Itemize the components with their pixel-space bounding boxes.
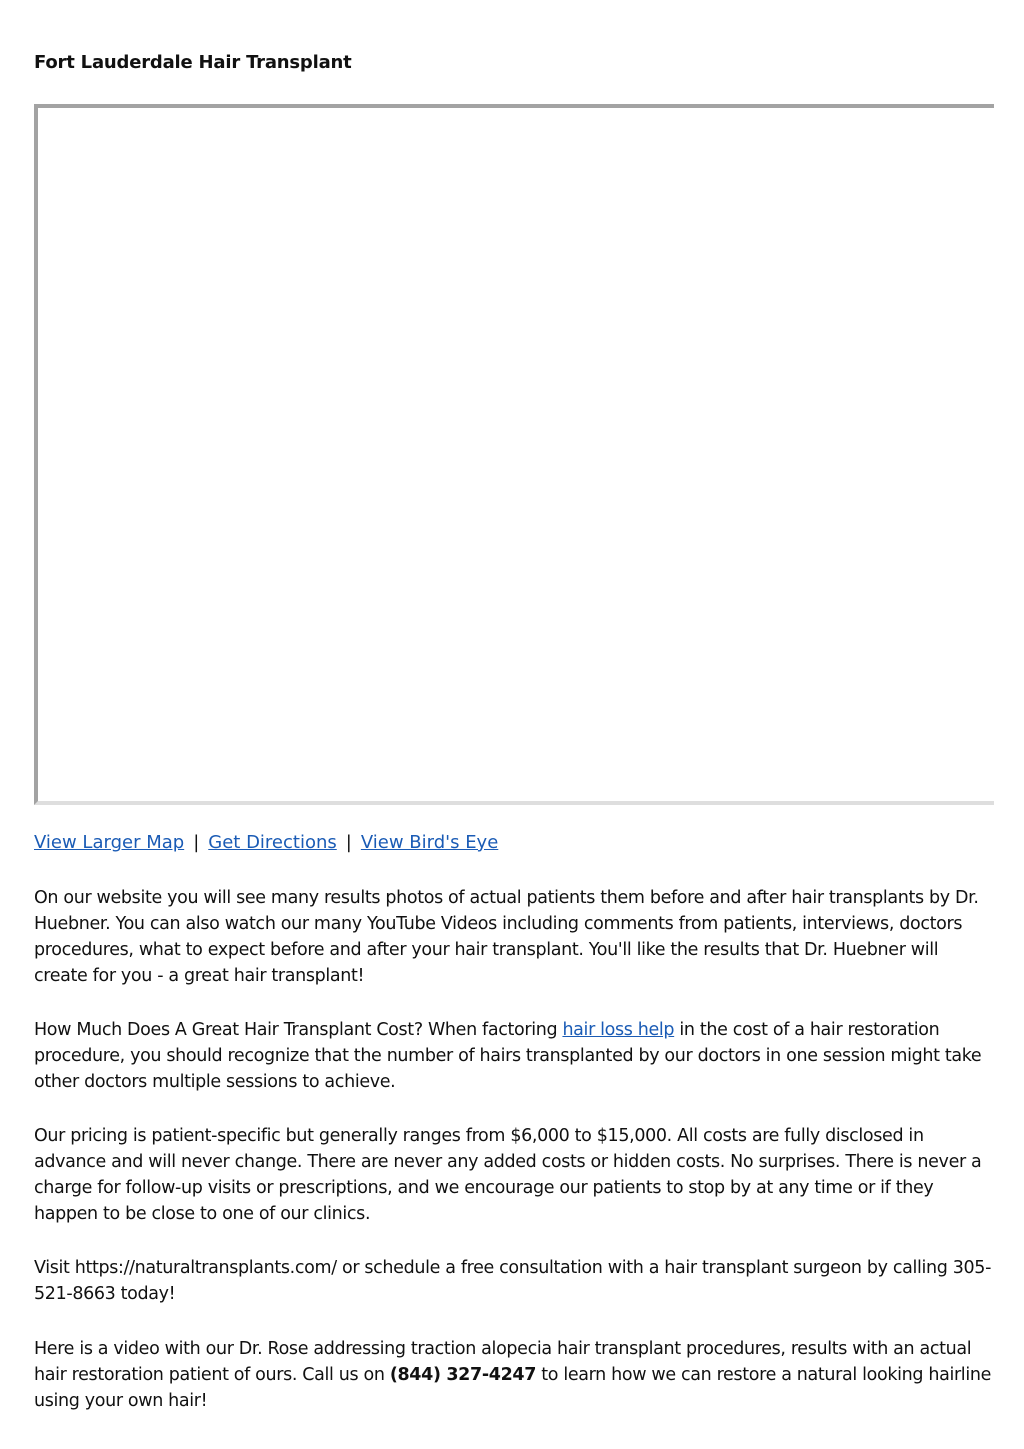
cost-text-end: in the cost of a hair restoration procedure, you should recognize that the number of hairs transplanted by our doctors in one session might take other doctors multiple sessions to achieve. (34, 1020, 982, 1092)
hair-loss-help-link[interactable]: hair loss help (562, 1020, 675, 1040)
link-separator: | (345, 832, 352, 853)
results-paragraph: On our website you will see many results photos of actual patients them before and after hair transplants by Dr. Huebner. You can also watch our many YouTube Videos including comments from patients, interviews, doctors procedures, what to expect before and after your hair transplant. You'll like the results that Dr. Huebner will create for you - a great hair transplant! (34, 888, 979, 986)
link-separator: | (193, 832, 200, 853)
map-links (34, 830, 498, 856)
page-title: Fort Lauderdale Hair Transplant (34, 52, 352, 73)
cost-text-start: How Much Does A Great Hair Transplant Cost? When factoring (34, 1020, 563, 1040)
video-text-end: to learn how we can restore a natural looking hairline using your own hair! (34, 1365, 991, 1411)
video-text-start: Here is a video with our Dr. Rose addressing traction alopecia hair transplant procedures, results with an actual hair restoration patient of ours. Call us on (34, 1339, 972, 1385)
pricing-paragraph: Our pricing is patient-specific but generally ranges from $6,000 to $15,000. All costs are fully disclosed in advance and will never change. There are never any added costs or hidden costs. No surprises. There is never a charge for follow-up visits or prescriptions, and we encourage our patients to stop by at any time or if they happen to be close to one of our clinics. (34, 1126, 982, 1224)
cost-paragraph (34, 1017, 992, 1095)
get-directions-link[interactable]: Get Directions (208, 832, 337, 853)
view-larger-map-link[interactable]: View Larger Map (34, 832, 185, 853)
view-birds-eye-link[interactable]: View Bird's Eye (360, 832, 499, 853)
phone-number: (844) 327-4247 (389, 1365, 537, 1385)
map-embed-frame[interactable] (34, 104, 994, 805)
video-paragraph (34, 1336, 992, 1414)
visit-paragraph: Visit https://naturaltransplants.com/ or schedule a free consultation with a hair transplant surgeon by calling 305-521-8663 today! (34, 1258, 992, 1304)
